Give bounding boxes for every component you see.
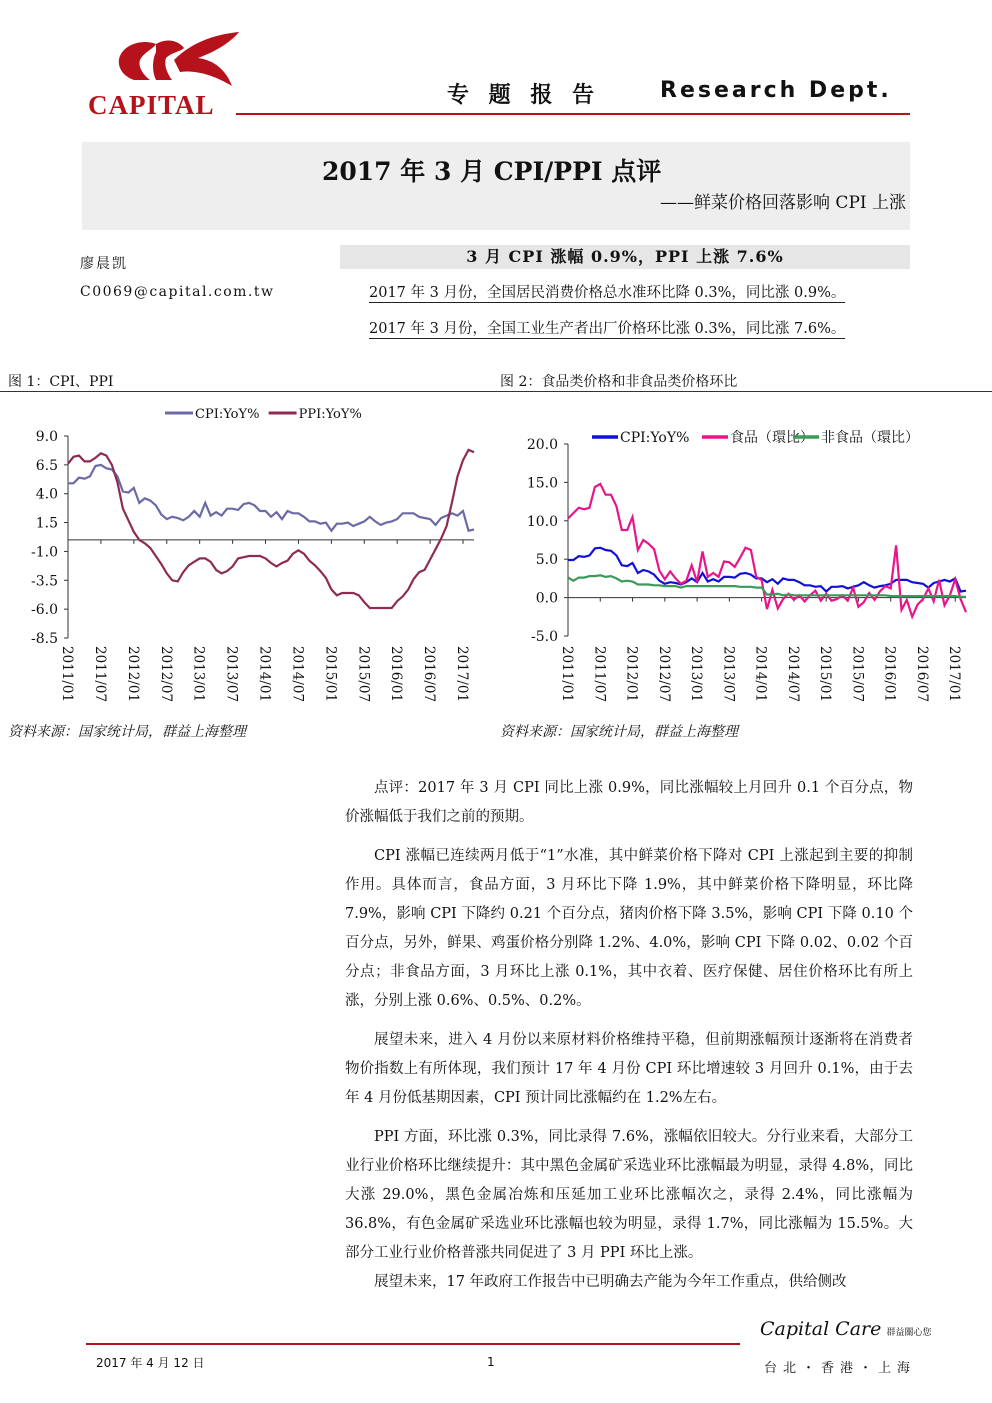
x-tick-label: 2011/07 [591,646,608,703]
footer-date: 2017 年 4 月 12 日 [96,1356,205,1370]
x-tick-label: 2013/01 [190,646,207,703]
x-tick-label: 2016/01 [388,646,405,703]
x-tick-label: 2011/01 [559,646,575,703]
body-paragraph: 点评：2017 年 3 月 CPI 同比上涨 0.9%，同比涨幅较上月回升 0.1 个百分点，物价涨幅低于我们之前的预期。 [345,780,913,825]
body-text [345,774,913,1307]
figure-1-source: 资料来源：国家统计局，群益上海整理 [8,724,246,740]
x-tick-label: 2015/07 [849,646,866,703]
report-type: 专 题 报 告 [447,83,600,108]
x-tick-label: 2011/01 [59,646,75,703]
x-tick-label: 2016/07 [421,646,438,703]
x-tick-label: 2012/07 [655,646,672,703]
y-tick-label: 5.0 [535,552,558,569]
figure-rule [0,391,992,392]
y-tick-label: -8.5 [31,631,58,647]
x-tick-label: 2012/01 [124,646,141,703]
body-paragraph: 展望未来，进入 4 月份以来原材料价格维持平稳，但前期涨幅预计逐渐将在消费者物价指数上有所体现，我们预计 17 年 4 月份 CPI 环比增速较 3 月回升 0.1%，由于去年 4 月份低基期因素，CPI 预计同比涨幅约在 1.2%左右。 [345,1032,913,1106]
page-number: 1 [487,1355,495,1369]
legend-label: CPI:YoY% [620,430,690,446]
y-tick-label: -3.5 [31,573,58,590]
chart-cpi-ppi [0,396,490,716]
y-tick-label: 15.0 [526,475,558,492]
x-tick-label: 2014/07 [289,646,306,703]
footer-brand [760,1318,932,1340]
chart-food-nonfood [496,396,988,716]
legend-label: PPI:YoY% [298,407,362,422]
footer-cities: 台北・香港・上海 [764,1361,917,1376]
x-tick-label: 2012/07 [157,646,174,703]
y-tick-label: 1.5 [35,515,58,532]
y-tick-label: 0.0 [535,590,558,607]
y-tick-label: -5.0 [531,629,558,645]
body-paragraph: 展望未来，17 年政府工作报告中已明确去产能为今年工作重点，供给侧改 [374,1274,847,1290]
title-box [82,142,910,230]
series-line [568,575,966,597]
body-paragraph: PPI 方面，环比涨 0.3%，同比录得 7.6%，涨幅依旧较大。分行业来看，大部分工业行业价格环比继续提升：其中黑色金属矿采选业环比涨幅最为明显，录得 4.8%，同比大涨 29.0%，黑色金属冶炼和压延加工业环比涨幅次之，录得 2.4%，同比涨幅为 36.8%，有色金属矿采选业环比涨幅也较为明显，录得 1.7%，同比涨幅为 15.5%。大部分工业行业价格普涨共同促进了 3 月 PPI 环比上涨。 [345,1129,913,1261]
footer-rule [86,1343,740,1345]
logo-text: CAPITAL [88,90,215,120]
research-dept: Research Dept. [660,78,892,103]
x-tick-label: 2013/07 [223,646,240,703]
y-tick-label: 4.0 [35,486,58,503]
x-tick-label: 2012/01 [623,646,640,703]
footer-brand-cn: 群益關心您 [886,1328,932,1338]
legend-label: CPI:YoY% [195,407,260,422]
logo [84,30,244,120]
y-tick-label: 20.0 [526,437,558,453]
header-rule [236,113,910,115]
highlight-bullet: 2017 年 3 月份，全国工业生产者出厂价格环比涨 0.3%，同比涨 7.6%。 [369,317,845,339]
y-tick-label: 9.0 [35,429,58,445]
legend-label: 非食品（環比） [821,430,919,446]
figure-2-source: 资料来源：国家统计局，群益上海整理 [500,724,738,740]
page-title: 2017 年 3 月 CPI/PPI 点评 [322,157,662,186]
x-tick-label: 2013/07 [720,646,737,703]
x-tick-label: 2017/01 [454,646,471,703]
x-tick-label: 2015/01 [817,646,834,703]
highlight-headline: 3 月 CPI 涨幅 0.9%，PPI 上涨 7.6% [340,245,910,269]
y-tick-label: -6.0 [31,602,58,619]
x-tick-label: 2016/01 [881,646,898,703]
x-tick-label: 2014/01 [256,646,273,703]
highlight-bullet: 2017 年 3 月份，全国居民消费价格总水准环比降 0.3%，同比涨 0.9%。 [369,281,845,303]
x-tick-label: 2013/01 [688,646,705,703]
logo-eagle-icon [94,30,244,90]
y-tick-label: 10.0 [526,513,558,530]
figure-1-label: 图 1：CPI、PPI [8,374,114,390]
page-subtitle: ——鲜菜价格回落影响 CPI 上涨 [660,193,906,213]
x-tick-label: 2014/07 [784,646,801,703]
series-line [568,548,966,592]
author-name: 廖晨凯 [80,256,128,272]
x-tick-label: 2011/07 [91,646,108,703]
y-tick-label: -1.0 [31,544,58,561]
x-tick-label: 2015/01 [322,646,339,703]
body-paragraph: CPI 涨幅已连续两月低于“1”水准，其中鲜菜价格下降对 CPI 上涨起到主要的抑制作用。具体而言，食品方面，3 月环比下降 1.9%，其中鲜菜价格下降明显，环比降 7.9%，影响 CPI 下降约 0.21 个百分点，猪肉价格下降 3.5%，影响 CPI 下降 0.10 个百分点，另外，鲜果、鸡蛋价格分别降 1.2%、4.0%，影响 CPI 下降 0.02、0.02 个百分点；非食品方面，3 月环比上涨 0.1%，其中衣着、医疗保健、居住价格环比有所上涨，分别上涨 0.6%、0.5%、0.2%。 [345,848,913,1009]
x-tick-label: 2017/01 [946,646,963,703]
author-email[interactable]: C0069@capital.com.tw [80,284,275,300]
x-tick-label: 2014/01 [752,646,769,703]
y-tick-label: 6.5 [35,457,58,474]
x-tick-label: 2016/07 [913,646,930,703]
legend-label: 食品（環比） [730,430,814,446]
figure-2-label: 图 2：食品类价格和非食品类价格环比 [500,374,738,390]
series-line [68,450,474,608]
footer-brand-script: Capital Care [760,1318,882,1340]
x-tick-label: 2015/07 [355,646,372,703]
